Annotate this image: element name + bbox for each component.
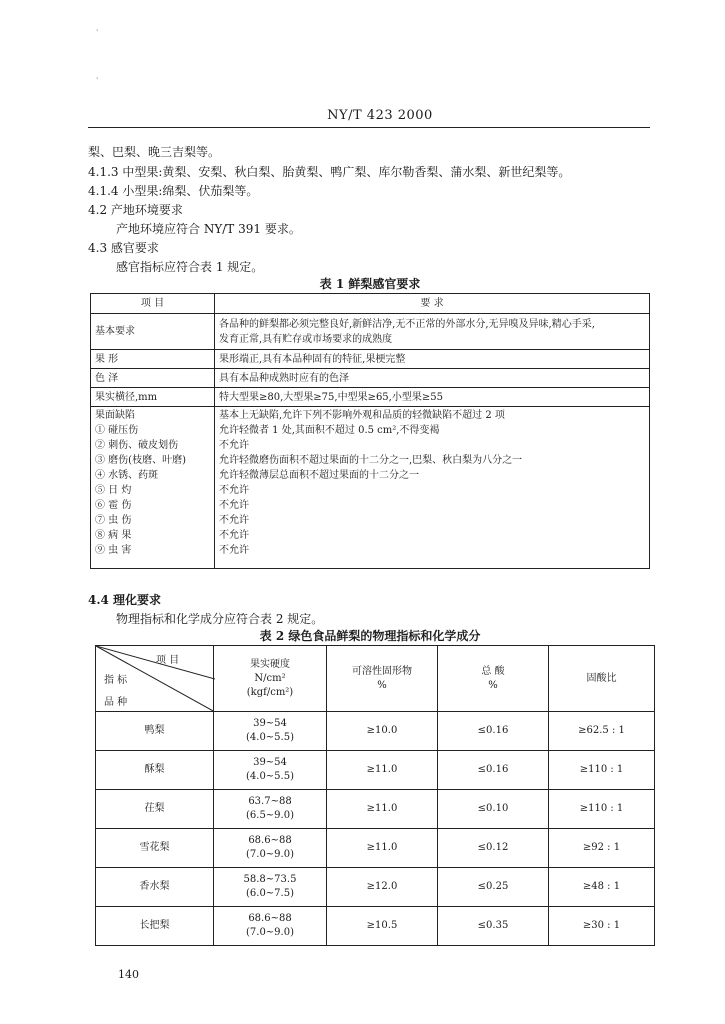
table1-item: ③ 磨伤(枝磨、叶磨) <box>95 455 186 466</box>
table1-item: ⑧ 病 果 <box>95 530 132 541</box>
table-row: 茌梨 63.7~88 (6.5~9.0) ≥11.0 ≤0.10 ≥110 : 1 <box>96 790 655 829</box>
page-header: NY/T 423 2000 <box>327 108 433 123</box>
table-row <box>91 388 650 407</box>
body-line: 产地环境应符合 NY/T 391 要求。 <box>116 222 301 236</box>
table-row: 长把梨 68.6~88 (7.0~9.0) ≥10.5 ≤0.35 ≥30 : 1 <box>96 907 655 946</box>
table1-item: ① 碰压伤 <box>95 425 139 436</box>
table-row: 香水梨 58.8~73.5 (6.0~7.5) ≥12.0 ≤0.25 ≥48 : 1 <box>96 868 655 907</box>
corner-label-item: 项 目 <box>156 655 180 666</box>
table-row: 雪花梨 68.6~88 (7.0~9.0) ≥11.0 ≤0.12 ≥92 : 1 <box>96 829 655 868</box>
table2-header-hardness: 果实硬度 N/cm² (kgf/cm²) <box>214 646 327 712</box>
table1-item: 果面缺陷 <box>95 410 135 421</box>
table1-item: 果 形 <box>95 353 119 365</box>
table-row: 鸭梨 39~54 (4.0~5.5) ≥10.0 ≤0.16 ≥62.5 : 1 <box>96 712 655 751</box>
table1-item: ② 刺伤、破皮划伤 <box>95 440 179 451</box>
table1-req: 允许轻微磨伤面积不超过果面的十二分之一,巴梨、秋白梨为八分之一 <box>219 455 523 466</box>
table1-item: 基本要求 <box>95 326 135 337</box>
table2-header-solids: 可溶性固形物 % <box>327 646 438 712</box>
table2-caption: 表 2 绿色食品鲜梨的物理指标和化学成分 <box>259 629 481 643</box>
table1-req: 不允许 <box>219 545 249 556</box>
table1-item: ④ 水锈、药斑 <box>95 470 159 481</box>
table-row <box>91 369 650 388</box>
body-line: 感官指标应符合表 1 规定。 <box>116 260 264 274</box>
table1 <box>90 293 650 569</box>
margin-mark: ' <box>96 76 99 85</box>
table2-header-acid: 总 酸 % <box>438 646 549 712</box>
table1-item: ⑨ 虫 害 <box>95 545 132 556</box>
table-row: 酥梨 39~54 (4.0~5.5) ≥11.0 ≤0.16 ≥110 : 1 <box>96 751 655 790</box>
table1-req: 特大型果≥80,大型果≥75,中型果≥65,小型果≥55 <box>219 391 443 403</box>
corner-label-variety: 品 种 <box>104 697 128 708</box>
table1-req: 基本上无缺陷,允许下列不影响外观和品质的轻微缺陷不超过 2 项 <box>219 410 505 421</box>
header-rule <box>88 127 650 128</box>
table1-req: 允许轻微者 1 处,其面积不超过 0.5 cm²,不得变褐 <box>219 425 440 436</box>
table1-req: 各品种的鲜梨都必须完整良好,新鲜洁净,无不正常的外部水分,无异嗅及异味,精心手采, <box>219 318 595 330</box>
table1-item: ⑤ 日 灼 <box>95 485 132 496</box>
body-line: 梨、巴梨、晚三吉梨等。 <box>88 145 221 159</box>
table1-item: 色 泽 <box>95 372 119 384</box>
table1-req: 具有本品种成熟时应有的色泽 <box>219 372 349 384</box>
table1-req: 不允许 <box>219 440 249 451</box>
body-line: 4.1.3 中型果:黄梨、安梨、秋白梨、胎黄梨、鸭广梨、库尔勒香梨、蒲水梨、新世纪梨等。 <box>88 165 571 179</box>
page-number: 140 <box>118 968 139 981</box>
table1-item: ⑥ 雹 伤 <box>95 500 132 511</box>
table-row <box>91 407 650 569</box>
table2-corner <box>96 646 214 712</box>
table1-caption: 表 1 鲜梨感官要求 <box>319 277 421 291</box>
corner-label-index: 指 标 <box>104 675 128 686</box>
table1-header-req: 要 求 <box>215 294 650 314</box>
table1-req: 发育正常,具有贮存或市场要求的成熟度 <box>219 333 393 345</box>
table1-req: 不允许 <box>219 500 249 511</box>
table1-header-item: 项 目 <box>91 294 215 314</box>
table1-req: 不允许 <box>219 485 249 496</box>
table1-req: 允许轻微薄层总面积不超过果面的十二分之一 <box>219 470 419 481</box>
margin-mark: ' <box>96 28 99 37</box>
table-row <box>91 314 650 350</box>
table2-header-ratio: 固酸比 <box>549 646 655 712</box>
table2 <box>95 645 655 946</box>
table1-req: 不允许 <box>219 530 249 541</box>
table1-item: 果实横径,mm <box>95 391 158 403</box>
table1-req: 果形端正,具有本品种固有的特征,果梗完整 <box>219 353 406 365</box>
section-heading: 4.2 产地环境要求 <box>88 203 183 217</box>
section-heading: 4.3 感官要求 <box>88 241 159 255</box>
section-heading: 4.4 理化要求 <box>88 593 162 607</box>
table-row <box>91 350 650 369</box>
body-line: 4.1.4 小型果:绵梨、伏茄梨等。 <box>88 184 259 198</box>
table1-item: ⑦ 虫 伤 <box>95 515 132 526</box>
table1-req: 不允许 <box>219 515 249 526</box>
body-line: 物理指标和化学成分应符合表 2 规定。 <box>116 612 324 626</box>
